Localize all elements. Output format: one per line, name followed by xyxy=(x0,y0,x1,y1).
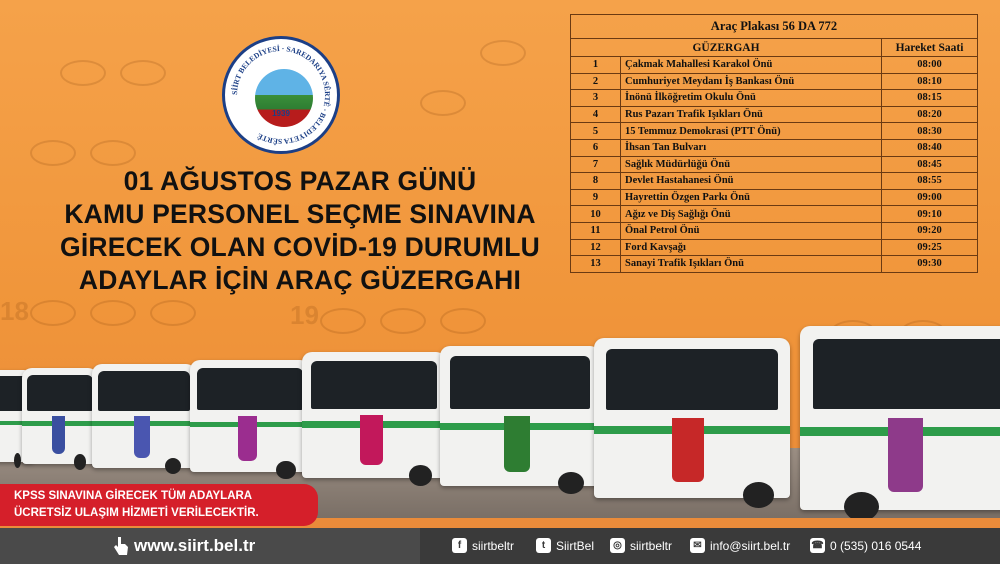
route-row xyxy=(571,173,978,190)
route-row xyxy=(571,90,978,107)
route-stop: Hayrettin Özgen Parkı Önü xyxy=(621,189,882,206)
twitter-handle: SiirtBel xyxy=(556,538,595,553)
phone-contact[interactable] xyxy=(810,538,921,553)
departure-time: 09:00 xyxy=(882,189,978,206)
emblem-year: 1939 xyxy=(272,109,290,118)
row-number: 2 xyxy=(571,73,621,90)
headline-line-2: KAMU PERSONEL SEÇME SINAVINA xyxy=(64,199,536,229)
route-table xyxy=(570,14,978,273)
route-stop: Sanayi Trafik Işıkları Önü xyxy=(621,256,882,273)
route-row xyxy=(571,256,978,273)
departure-time: 08:40 xyxy=(882,139,978,156)
row-number: 1 xyxy=(571,57,621,74)
route-row xyxy=(571,222,978,239)
row-number: 12 xyxy=(571,239,621,256)
route-table-title: Araç Plakası 56 DA 772 xyxy=(571,15,978,39)
bus xyxy=(190,360,310,472)
instagram-icon: ◎ xyxy=(610,538,625,553)
twitter-icon: t xyxy=(536,538,551,553)
exam-sheet-texture: 19 18 xyxy=(0,0,1000,360)
row-number: 8 xyxy=(571,173,621,190)
route-row xyxy=(571,189,978,206)
route-stop: Önal Petrol Önü xyxy=(621,222,882,239)
departure-time: 08:55 xyxy=(882,173,978,190)
website-block xyxy=(0,528,420,564)
emblem-landscape xyxy=(255,69,313,127)
bus xyxy=(302,352,446,478)
route-stop: İnönü İlköğretim Okulu Önü xyxy=(621,90,882,107)
route-row xyxy=(571,139,978,156)
notice-line-1: KPSS SINAVINA GİRECEK TÜM ADAYLARA xyxy=(14,490,253,502)
row-number: 9 xyxy=(571,189,621,206)
route-row xyxy=(571,106,978,123)
row-number: 11 xyxy=(571,222,621,239)
bus xyxy=(800,326,1000,510)
bus xyxy=(22,368,98,464)
route-stop: Sağlık Müdürlüğü Önü xyxy=(621,156,882,173)
twitter-contact[interactable] xyxy=(536,538,594,553)
email-address: info@siirt.bel.tr xyxy=(710,538,791,553)
facebook-handle: siirtbeltr xyxy=(472,538,515,553)
route-stop: Devlet Hastahanesi Önü xyxy=(621,173,882,190)
municipality-emblem xyxy=(222,36,340,154)
notice-line-2: ÜCRETSİZ ULAŞIM HİZMETİ VERİLECEKTİR. xyxy=(14,507,259,519)
route-stop: Ağız ve Diş Sağlığı Önü xyxy=(621,206,882,223)
route-stop: Rus Pazarı Trafik Işıkları Önü xyxy=(621,106,882,123)
website-link[interactable]: www.siirt.bel.tr xyxy=(134,536,256,555)
headline xyxy=(60,165,540,297)
email-contact[interactable] xyxy=(690,538,790,553)
footer-bar xyxy=(0,528,1000,564)
departure-time: 08:30 xyxy=(882,123,978,140)
route-row xyxy=(571,57,978,74)
free-transport-notice xyxy=(0,484,318,526)
pointer-hand-icon xyxy=(112,535,130,557)
route-stop: Ford Kavşağı xyxy=(621,239,882,256)
headline-line-3: GİRECEK OLAN COVİD-19 DURUMLU xyxy=(60,232,540,262)
svg-text:SİİRT BELEDİYESİ · SAREDARIYA: SİİRT BELEDİYESİ · SAREDARIYA SÊRTÊ · BELEDIYETA SÊRTÊ xyxy=(229,43,333,147)
headline-line-1: 01 AĞUSTOS PAZAR GÜNÜ xyxy=(123,166,477,196)
facebook-contact[interactable] xyxy=(452,538,514,553)
bus xyxy=(92,364,196,468)
row-number: 13 xyxy=(571,256,621,273)
departure-time: 08:15 xyxy=(882,90,978,107)
route-stop: Cumhuriyet Meydanı İş Bankası Önü xyxy=(621,73,882,90)
route-stop: Çakmak Mahallesi Karakol Önü xyxy=(621,57,882,74)
departure-time: 08:20 xyxy=(882,106,978,123)
departure-time: 08:10 xyxy=(882,73,978,90)
phone-number: 0 (535) 016 0544 xyxy=(830,538,922,553)
mail-icon: ✉ xyxy=(690,538,705,553)
row-number: 4 xyxy=(571,106,621,123)
time-column-header: Hareket Saati xyxy=(882,39,978,57)
headline-line-4: ADAYLAR İÇİN ARAÇ GÜZERGAHI xyxy=(78,265,522,295)
instagram-contact[interactable] xyxy=(610,538,672,553)
route-table-body xyxy=(571,57,978,273)
row-number: 7 xyxy=(571,156,621,173)
route-row xyxy=(571,156,978,173)
route-row xyxy=(571,73,978,90)
departure-time: 09:10 xyxy=(882,206,978,223)
route-stop: İhsan Tan Bulvarı xyxy=(621,139,882,156)
departure-time: 09:25 xyxy=(882,239,978,256)
phone-icon: ☎ xyxy=(811,540,824,551)
route-row xyxy=(571,123,978,140)
bus xyxy=(440,346,600,486)
route-row xyxy=(571,206,978,223)
instagram-handle: siirtbeltr xyxy=(630,538,673,553)
departure-time: 09:30 xyxy=(882,256,978,273)
departure-time: 08:00 xyxy=(882,57,978,74)
row-number: 6 xyxy=(571,139,621,156)
facebook-icon: f xyxy=(452,538,467,553)
bus xyxy=(594,338,790,498)
row-number: 5 xyxy=(571,123,621,140)
row-number: 3 xyxy=(571,90,621,107)
route-column-header: GÜZERGAH xyxy=(571,39,882,57)
route-stop: 15 Temmuz Demokrasi (PTT Önü) xyxy=(621,123,882,140)
route-row xyxy=(571,239,978,256)
departure-time: 09:20 xyxy=(882,222,978,239)
departure-time: 08:45 xyxy=(882,156,978,173)
row-number: 10 xyxy=(571,206,621,223)
